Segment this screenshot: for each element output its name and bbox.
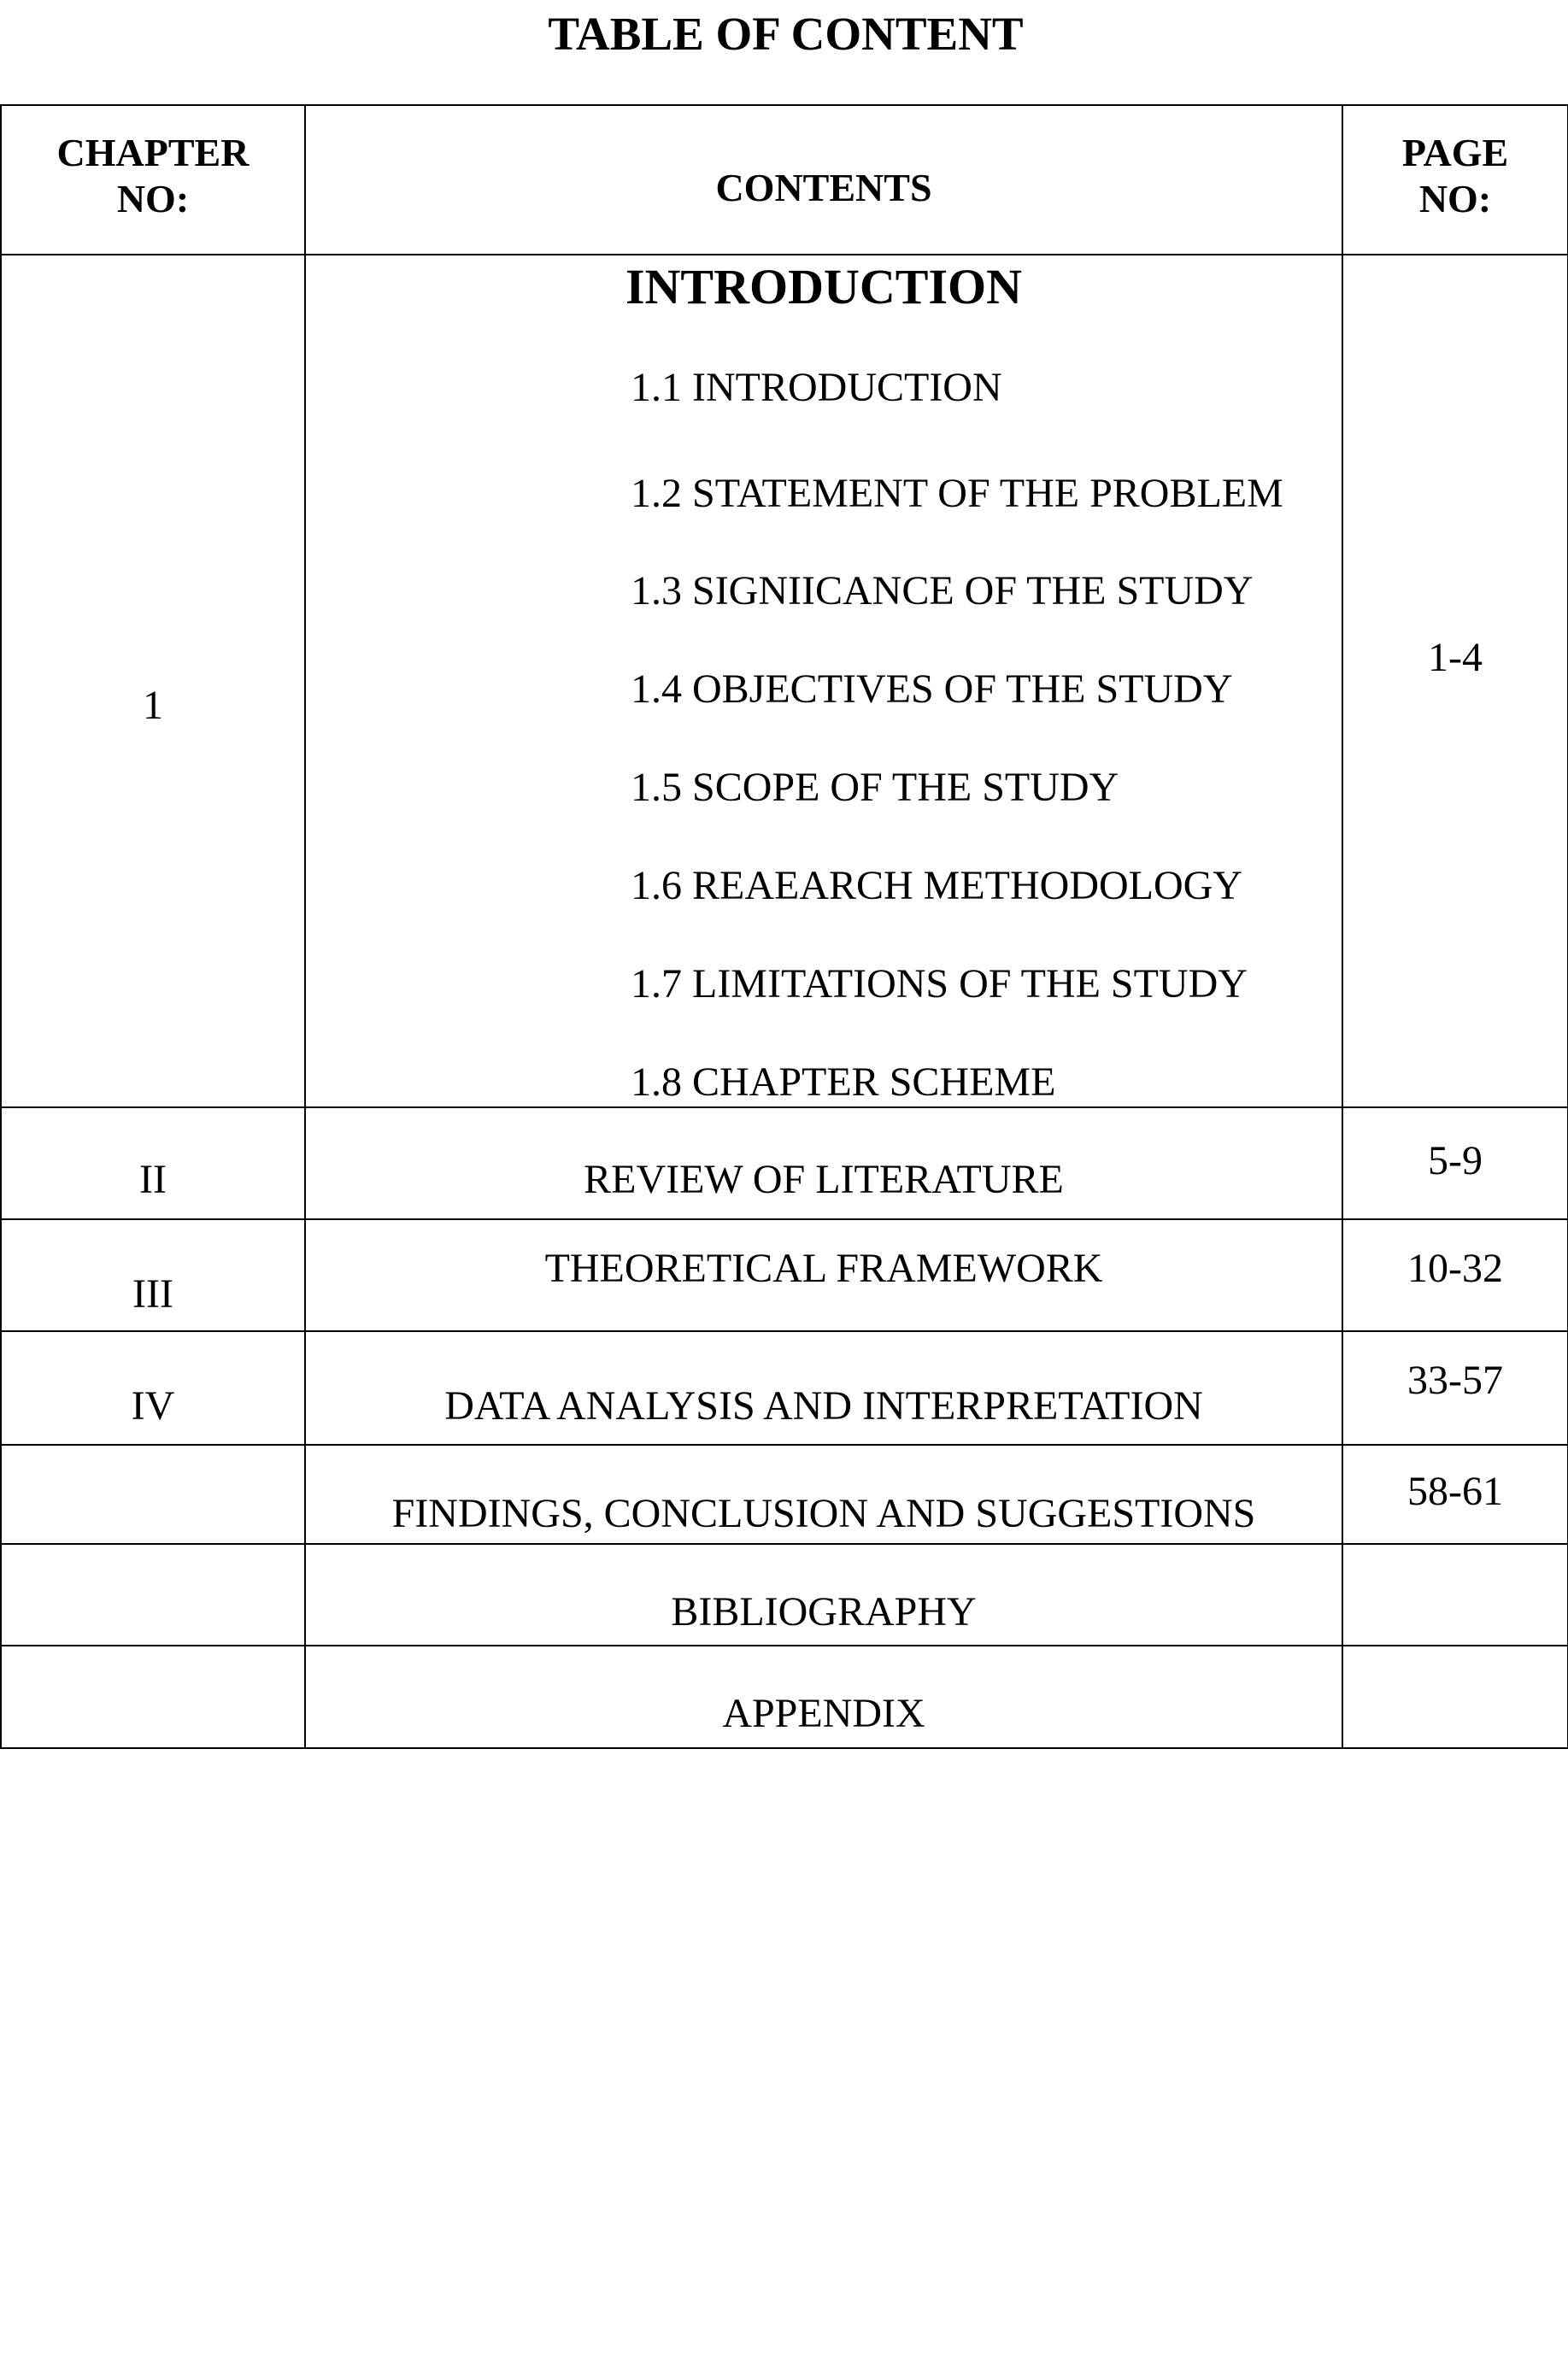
chapter-title: REVIEW OF LITERATURE — [584, 1157, 1064, 1202]
page-number: 10-32 — [1407, 1246, 1503, 1291]
header-page-no — [1342, 105, 1568, 255]
chapter-number-cell — [1, 1646, 305, 1748]
chapter-contents-cell — [305, 1331, 1342, 1445]
chapter-title: BIBLIOGRAPHY — [671, 1589, 977, 1634]
list-item: 1.4 OBJECTIVES OF THE STUDY — [631, 666, 1233, 712]
page-number-cell — [1342, 1331, 1568, 1445]
chapter-contents-cell — [305, 1544, 1342, 1646]
page-number-cell — [1342, 1544, 1568, 1646]
chapter-contents-cell — [305, 1646, 1342, 1748]
chapter-number: 1 — [143, 683, 163, 728]
table-row — [1, 1544, 1568, 1646]
list-item: 1.7 LIMITATIONS OF THE STUDY — [631, 961, 1248, 1007]
list-item: 1.8 CHAPTER SCHEME — [631, 1059, 1056, 1105]
header-chapter-no — [1, 105, 305, 255]
table-row-chapter-1 — [1, 255, 1568, 1107]
chapter-title: THEORETICAL FRAMEWORK — [544, 1246, 1103, 1291]
table-of-contents — [0, 104, 1568, 1749]
chapter-title: FINDINGS, CONCLUSION AND SUGGESTIONS — [391, 1491, 1256, 1536]
header-chapter-line1: CHAPTER — [56, 130, 250, 174]
page-number: 58-61 — [1407, 1469, 1503, 1514]
page-number-cell — [1342, 1107, 1568, 1219]
table-row — [1, 1331, 1568, 1445]
header-row — [1, 105, 1568, 255]
chapter-number-cell — [1, 1107, 305, 1219]
header-contents — [305, 105, 1342, 255]
page-number-cell — [1342, 1646, 1568, 1748]
page-number-cell — [1342, 1219, 1568, 1331]
chapter-number: IV — [131, 1383, 175, 1429]
chapter-number: III — [132, 1271, 173, 1317]
header-chapter-line2: NO: — [116, 176, 190, 220]
header-page-line2: NO: — [1418, 176, 1492, 220]
table-row — [1, 1445, 1568, 1544]
list-item: 1.6 REAEARCH METHODOLOGY — [631, 863, 1242, 908]
chapter-contents-cell — [305, 1219, 1342, 1331]
list-item: 1.5 SCOPE OF THE STUDY — [631, 765, 1119, 810]
chapter-number-cell — [1, 1445, 305, 1544]
list-item: 1.2 STATEMENT OF THE PROBLEM — [631, 471, 1283, 516]
list-item: 1.1 INTRODUCTION — [631, 365, 1002, 410]
chapter-number-cell — [1, 1331, 305, 1445]
page-number-cell — [1342, 1445, 1568, 1544]
table-row — [1, 1107, 1568, 1219]
page-number-cell — [1342, 255, 1568, 1107]
chapter-number: II — [139, 1157, 167, 1202]
chapter-number-cell — [1, 1544, 305, 1646]
chapter-contents-cell — [305, 255, 1342, 1107]
page-title: TABLE OF CONTENT — [548, 8, 1024, 60]
page-number: 33-57 — [1407, 1358, 1503, 1403]
chapter-title: APPENDIX — [722, 1691, 925, 1736]
chapter-heading: INTRODUCTION — [625, 259, 1023, 314]
page-number: 1-4 — [1428, 635, 1483, 680]
page-number: 5-9 — [1428, 1138, 1483, 1183]
chapter-number-cell — [1, 255, 305, 1107]
chapter-title: DATA ANALYSIS AND INTERPRETATION — [444, 1383, 1203, 1429]
table-row — [1, 1646, 1568, 1748]
chapter-contents-cell — [305, 1107, 1342, 1219]
chapter-contents-cell — [305, 1445, 1342, 1544]
header-page-line1: PAGE — [1401, 130, 1509, 174]
header-contents-label: CONTENTS — [715, 165, 932, 209]
chapter-number-cell — [1, 1219, 305, 1331]
list-item: 1.3 SIGNIICANCE OF THE STUDY — [631, 568, 1254, 613]
table-row — [1, 1219, 1568, 1331]
